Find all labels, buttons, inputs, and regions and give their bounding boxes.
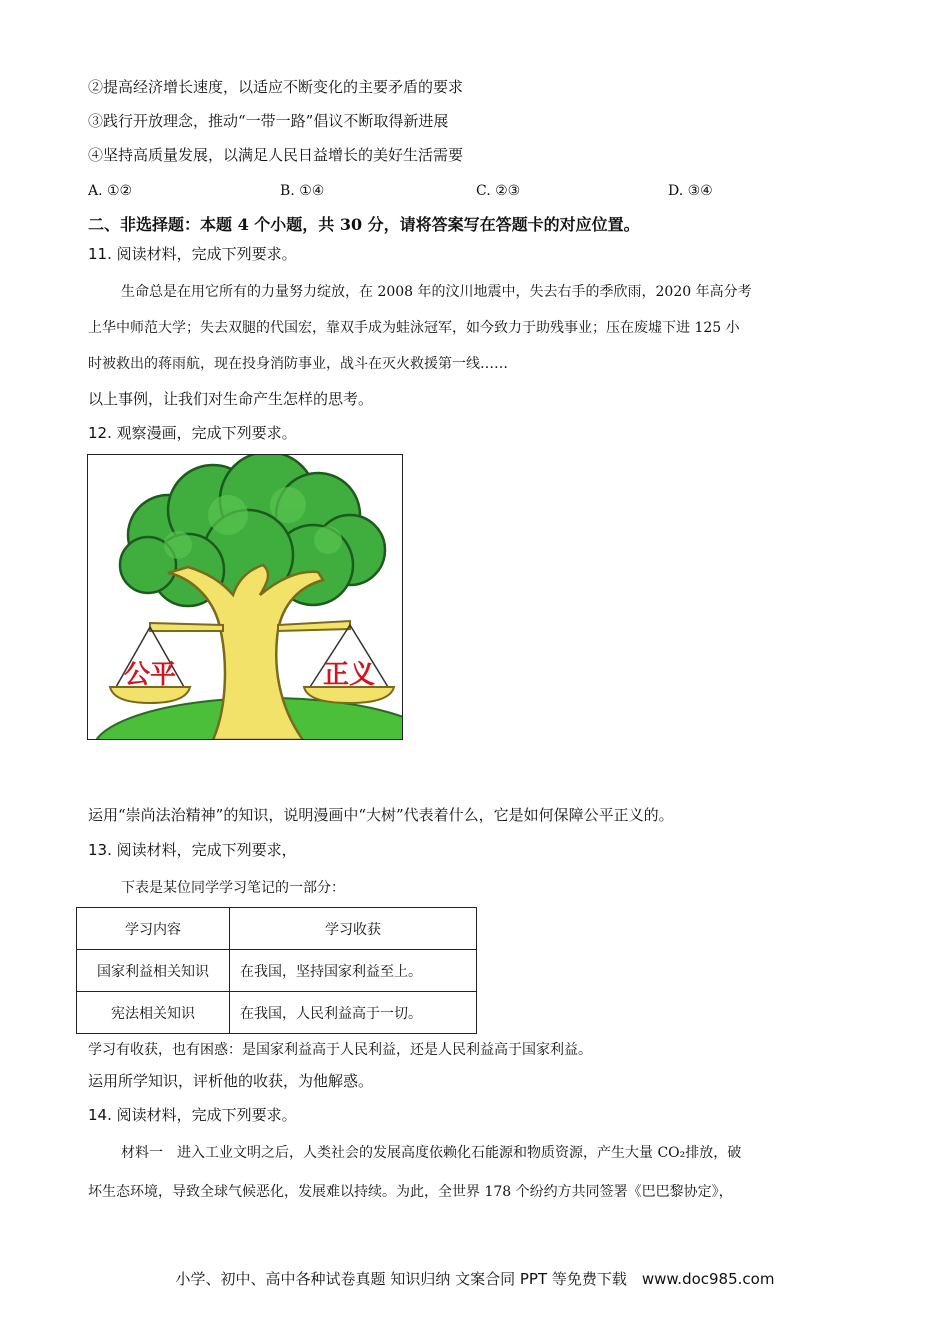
table-header-cell: 学习内容 (77, 908, 230, 950)
table-row (77, 992, 477, 1034)
table-header-cell: 学习收获 (230, 908, 477, 950)
q12-question: 运用“崇尚法治精神”的知识，说明漫画中“大树”代表着什么，它是如何保障公平正义的。 (88, 806, 674, 824)
study-notes-table (76, 907, 477, 1034)
option-item-3: ③践行开放理念，推动“一带一路”倡议不断取得新进展 (88, 112, 449, 130)
section-heading: 二、非选择题：本题 4 个小题，共 30 分，请将答案写在答题卡的对应位置。 (88, 215, 640, 234)
option-item-2: ②提高经济增长速度，以适应不断变化的主要矛盾的要求 (88, 78, 464, 96)
right-pan-text: 正义 (322, 660, 376, 690)
q13-question: 运用所学知识，评析他的收获，为他解惑。 (88, 1072, 374, 1090)
q14-title: 14. 阅读材料，完成下列要求。 (88, 1106, 297, 1124)
table-header-row (77, 908, 477, 950)
q11-question: 以上事例，让我们对生命产生怎样的思考。 (88, 390, 374, 408)
page-footer: 小学、初中、高中各种试卷真题 知识归纳 文案合同 PPT 等免费下载 www.doc985.com (175, 1270, 775, 1288)
choice-b: B. ①④ (280, 183, 325, 199)
q13-title: 13. 阅读材料，完成下列要求， (88, 841, 297, 859)
q14-line-1: 材料一 进入工业文明之后，人类社会的发展高度依赖化石能源和物质资源，产生大量 CO₂排放，破 (121, 1145, 742, 1161)
table-cell: 国家利益相关知识 (77, 950, 230, 992)
choice-c: C. ②③ (476, 183, 521, 199)
comic-drawing (88, 455, 403, 740)
left-pan-text: 公平 (123, 660, 177, 690)
q11-line-2: 上华中师范大学；失去双腿的代国宏，靠双手成为蛙泳冠军，如今致力于助残事业；压在废墟下进 125 小 (88, 320, 740, 336)
comic-tree-scale (87, 454, 403, 740)
table-cell: 宪法相关知识 (77, 992, 230, 1034)
choice-a: A. ①② (88, 183, 133, 199)
q11-line-1: 生命总是在用它所有的力量努力绽放，在 2008 年的汶川地震中，失去右手的季欣雨，2020 年高分考 (121, 284, 752, 300)
option-item-4: ④坚持高质量发展，以满足人民日益增长的美好生活需要 (88, 146, 464, 164)
q11-line-3: 时被救出的蒋雨航，现在投身消防事业，战斗在灭火救援第一线…… (88, 356, 508, 372)
q14-line-2: 坏生态环境，导致全球气候恶化，发展难以持续。为此，全世界 178 个纷约方共同签署《巴巴黎协定》， (88, 1184, 733, 1200)
q13-confusion: 学习有收获，也有困惑：是国家利益高于人民利益，还是人民利益高于国家利益。 (88, 1042, 592, 1058)
table-cell: 在我国，坚持国家利益至上。 (230, 950, 477, 992)
q12-title: 12. 观察漫画，完成下列要求。 (88, 424, 297, 442)
choice-d: D. ③④ (668, 183, 713, 199)
q11-title: 11. 阅读材料，完成下列要求。 (88, 245, 297, 263)
table-row (77, 950, 477, 992)
q13-intro: 下表是某位同学学习笔记的一部分： (121, 880, 345, 896)
table-cell: 在我国，人民利益高于一切。 (230, 992, 477, 1034)
